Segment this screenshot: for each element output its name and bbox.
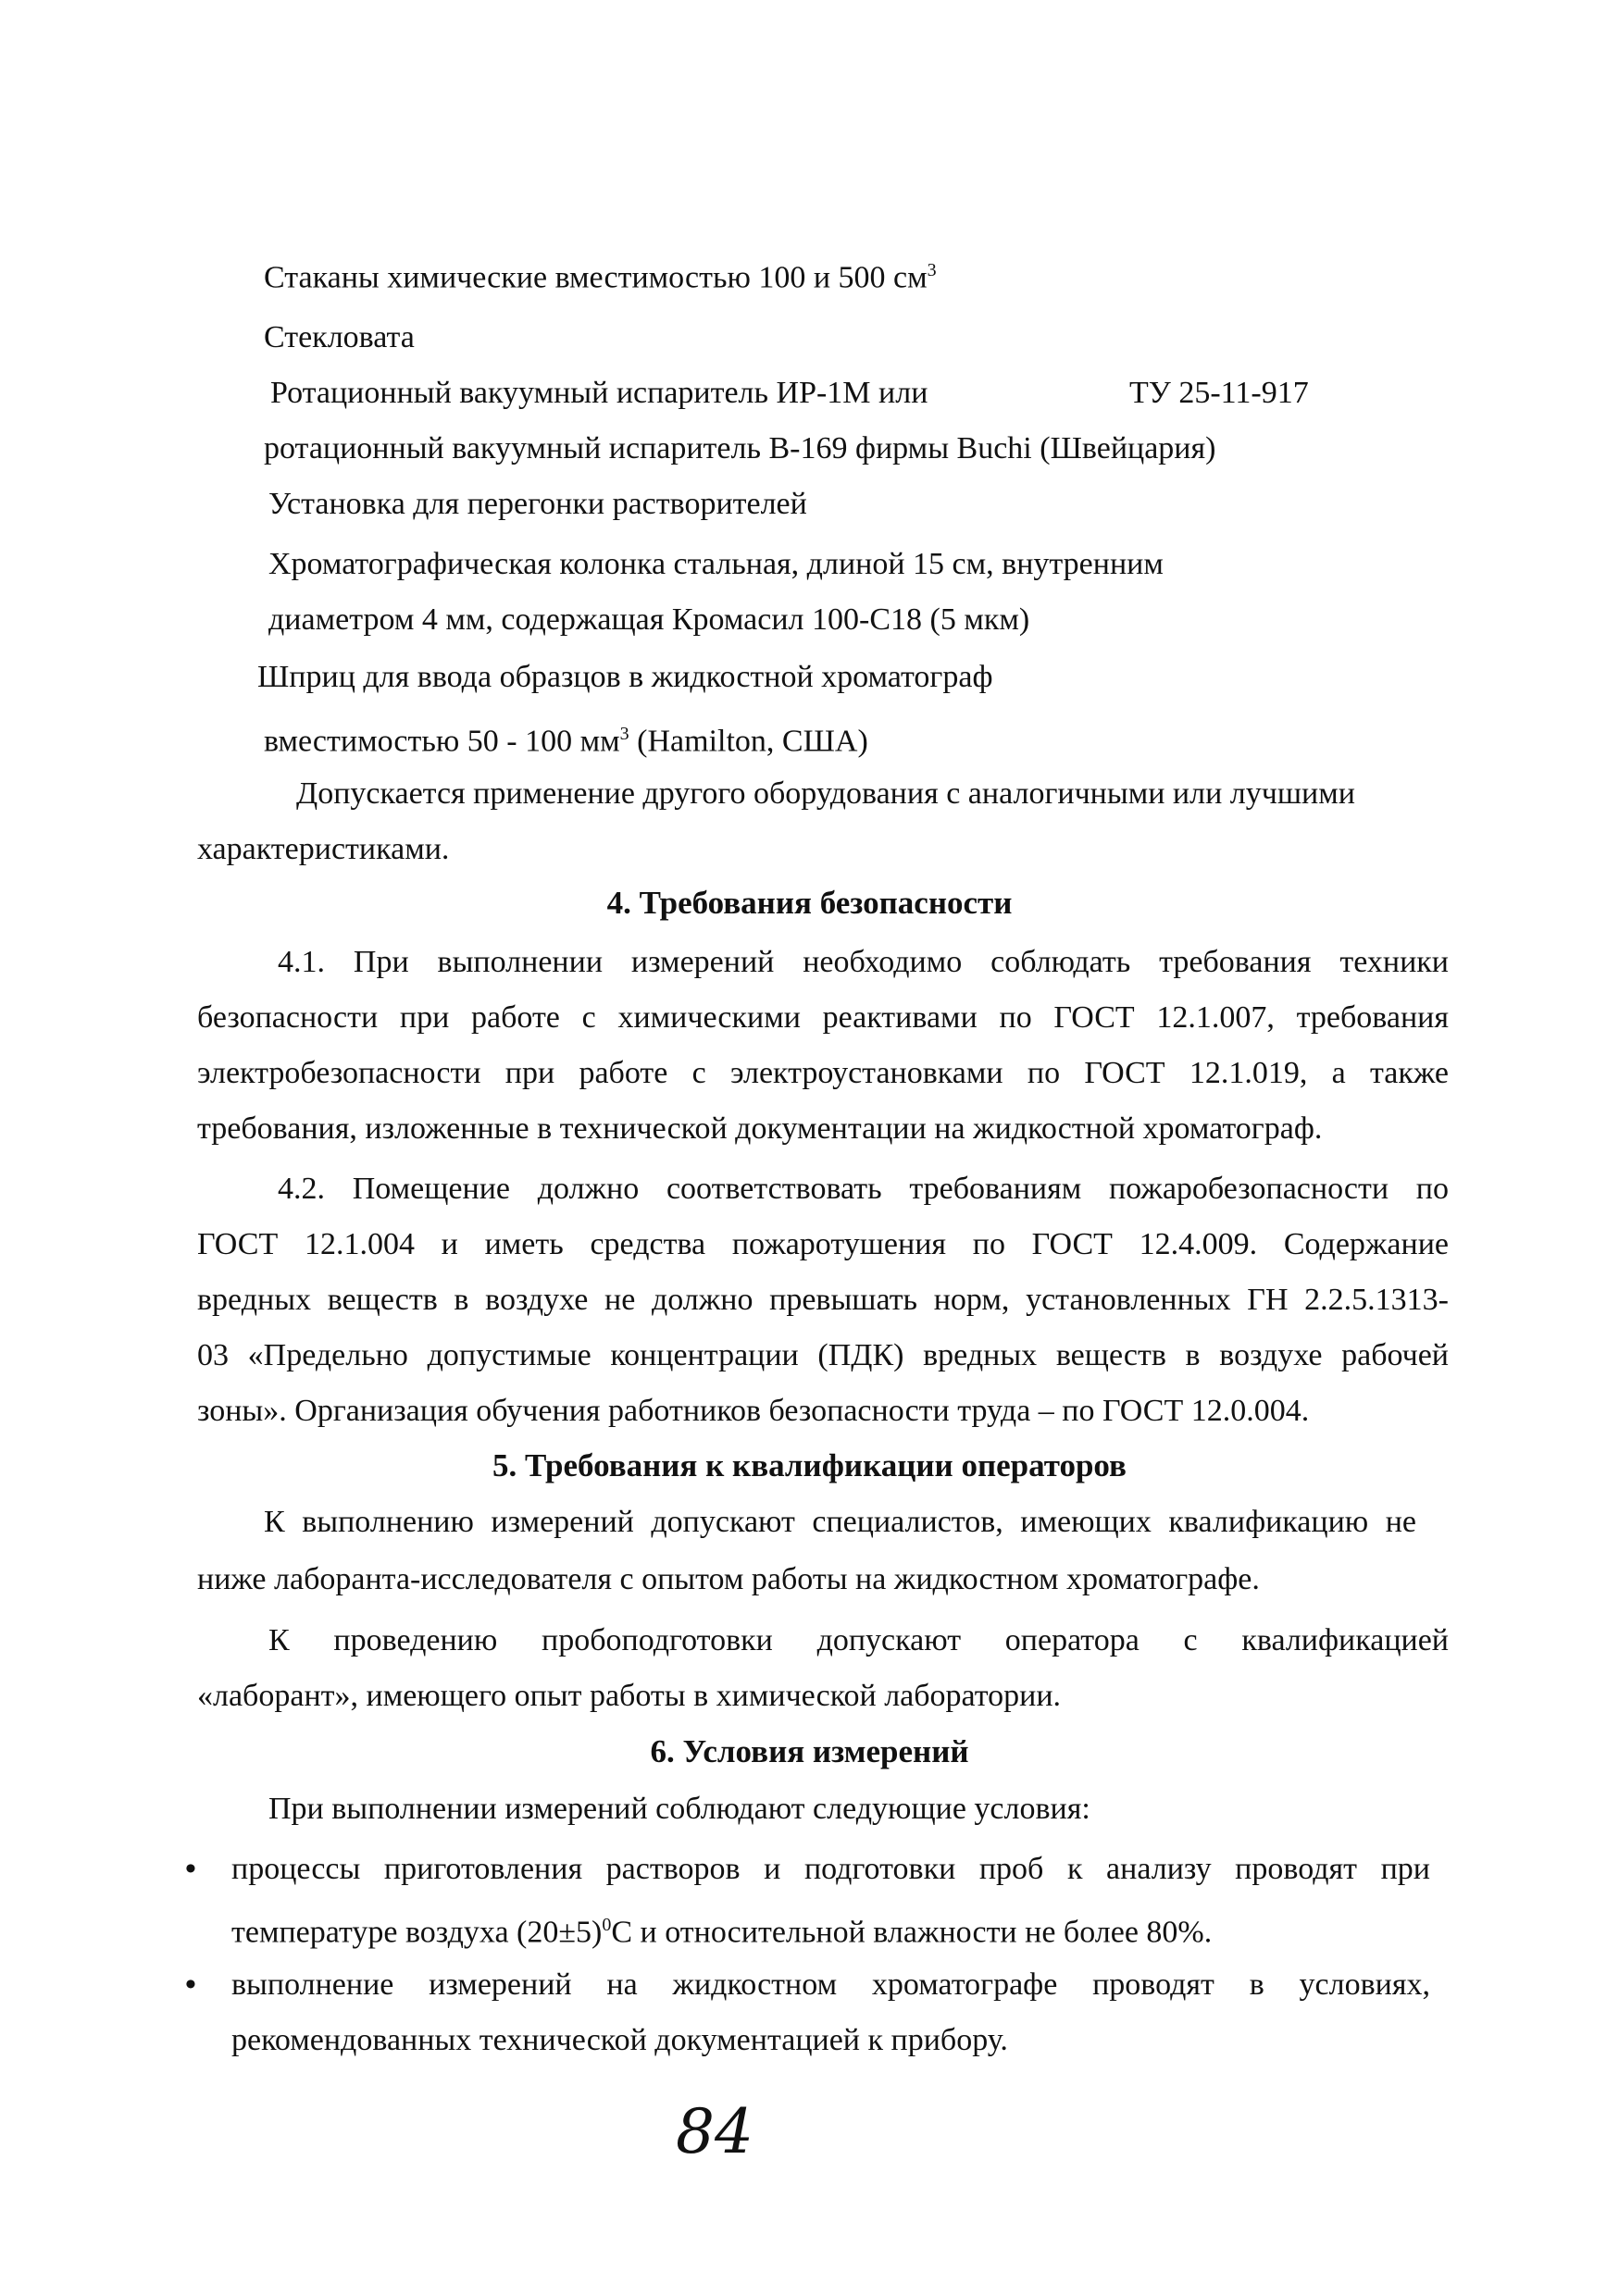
equipment-beakers [264, 252, 937, 296]
equipment-column-line2: диаметром 4 мм, содержащая Кромасил 100-С18 (5 мкм) [268, 602, 1030, 637]
bullet-icon: • [185, 1967, 196, 2002]
bullet-1-temp-text: температуре воздуха (20±5) [231, 1915, 603, 1950]
equipment-glass-wool: Стекловата [264, 320, 415, 354]
section-5-p2-line1: К проведению пробоподготовки допускают оператора с квалификацией [268, 1623, 1449, 1657]
equipment-beakers-text: Стаканы химические вместимостью 100 и 500 см [264, 260, 928, 295]
equipment-syringe-line1: Шприц для ввода образцов в жидкостной хроматограф [257, 660, 993, 694]
syringe-volume-text: вместимостью 50 - 100 мм [264, 724, 620, 759]
section-4-title: 4. Требования безопасности [606, 885, 1013, 921]
page-number: 84 [676, 2096, 753, 2167]
section-4-1-line2: безопасности при работе с химическими реактивами по ГОСТ 12.1.007, требования [197, 1000, 1449, 1035]
bullet-icon: • [185, 1852, 196, 1886]
section-4-1-line4: требования, изложенные в технической документации на жидкостной хроматограф. [197, 1111, 1323, 1146]
bullet-2-line2: рекомендованных технической документацией к прибору. [231, 2023, 1008, 2057]
bullet-1-line1: процессы приготовления растворов и подготовки проб к анализу проводят при [231, 1852, 1430, 1886]
section-5-p1-line1: К выполнению измерений допускают специалистов, имеющих квалификацию не [264, 1505, 1416, 1539]
superscript-0: 0 [602, 1915, 612, 1935]
section-6-intro: При выполнении измерений соблюдают следующие условия: [268, 1792, 1090, 1826]
section-5-p2-line2: «лаборант», имеющего опыт работы в химической лаборатории. [197, 1679, 1062, 1713]
section-4-2-line4: 03 «Предельно допустимые концентрации (ПДК) вредных веществ в воздухе рабочей [197, 1338, 1449, 1372]
superscript-3: 3 [927, 260, 937, 280]
section-4-1-line1: 4.1. При выполнении измерений необходимо соблюдать требования техники [278, 945, 1449, 979]
syringe-maker-text: (Hamilton, США) [629, 724, 868, 759]
section-5-p1-line2: ниже лаборанта-исследователя с опытом работы на жидкостном хроматографе. [197, 1562, 1260, 1596]
equipment-evaporator-spec: ТУ 25-11-917 [1129, 376, 1309, 410]
equipment-note-line2: характеристиками. [197, 832, 450, 866]
bullet-2-line1: выполнение измерений на жидкостном хроматографе проводят в условиях, [231, 1967, 1430, 2002]
equipment-column-line1: Хроматографическая колонка стальная, длиной 15 см, внутренним [268, 547, 1164, 581]
equipment-evaporator-alt: ротационный вакуумный испаритель В-169 фирмы Buchi (Швейцария) [264, 431, 1216, 465]
section-4-1-line3: электробезопасности при работе с электроустановками по ГОСТ 12.1.019, а также [197, 1056, 1449, 1090]
superscript-3: 3 [619, 724, 629, 744]
equipment-evaporator: Ротационный вакуумный испаритель ИР-1М или [270, 376, 928, 410]
section-4-2-line2: ГОСТ 12.1.004 и иметь средства пожаротушения по ГОСТ 12.4.009. Содержание [197, 1227, 1449, 1261]
equipment-distillation: Установка для перегонки растворителей [268, 487, 807, 521]
section-4-2-line1: 4.2. Помещение должно соответствовать требованиям пожаробезопасности по [278, 1172, 1449, 1206]
equipment-note-line1: Допускается применение другого оборудования с аналогичными или лучшими [296, 776, 1355, 811]
bullet-1-humidity-text: С и относительной влажности не более 80%. [611, 1915, 1213, 1950]
section-4-2-line3: вредных веществ в воздухе не должно превышать норм, установленных ГН 2.2.5.1313- [197, 1283, 1449, 1317]
section-5-title: 5. Требования к квалификации операторов [492, 1447, 1127, 1483]
section-4-2-line5: зоны». Организация обучения работников безопасности труда – по ГОСТ 12.0.004. [197, 1394, 1310, 1428]
equipment-syringe-line2 [264, 715, 868, 760]
bullet-1-line2 [231, 1906, 1212, 1951]
section-6-title: 6. Условия измерений [650, 1733, 969, 1769]
